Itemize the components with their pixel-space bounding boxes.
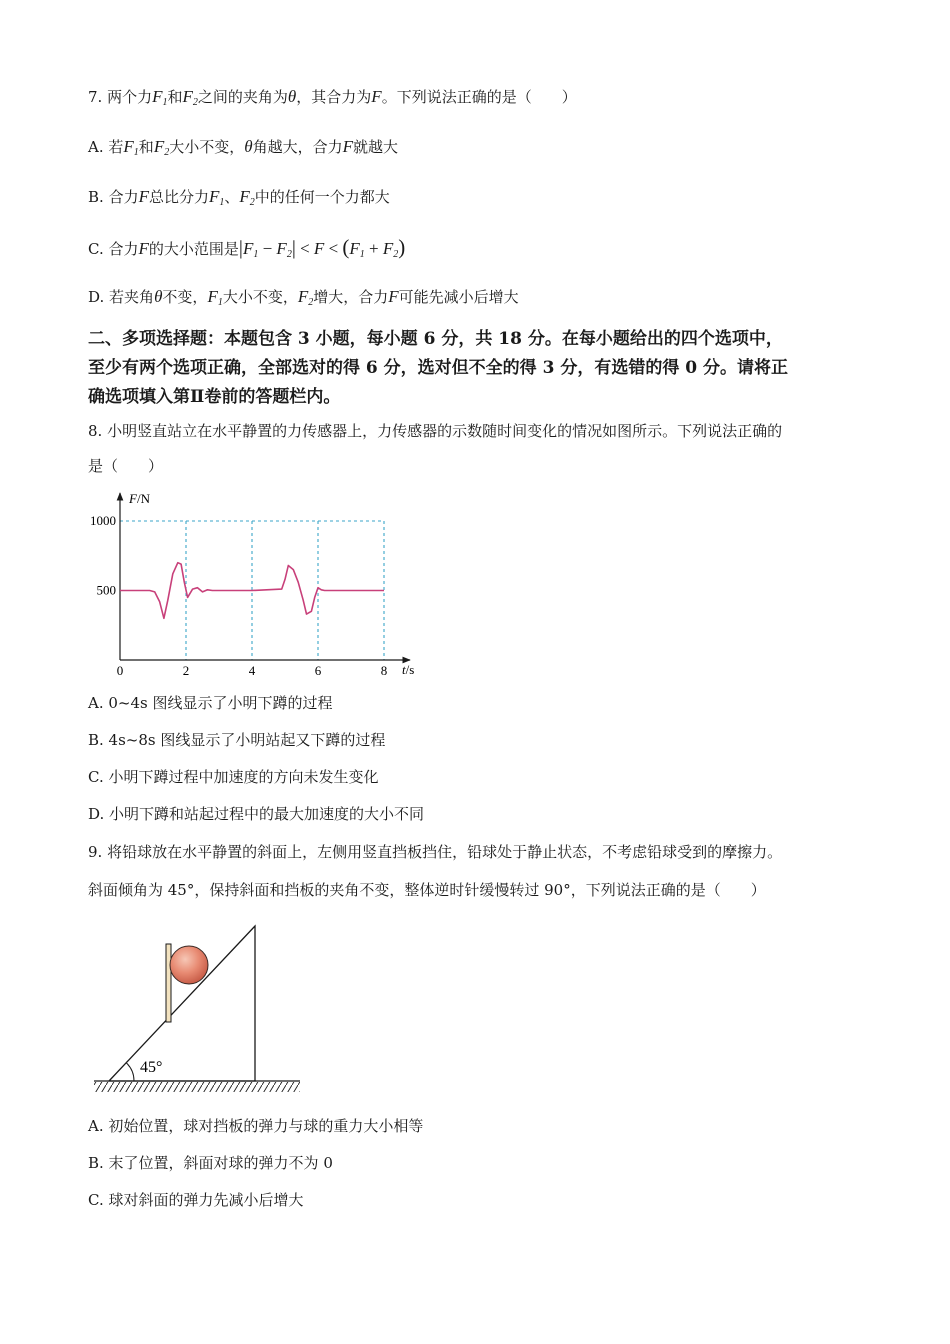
y-tick-label: 1000 (90, 513, 116, 528)
option-text: 不变， (162, 288, 208, 306)
option-text: 就越大 (352, 138, 398, 156)
option-text: 、 (224, 188, 240, 206)
lead-ball (170, 946, 208, 984)
var-F: F (371, 87, 382, 106)
q7-option-a (88, 136, 398, 164)
q8-option-d: D. 小明下蹲和站起过程中的最大加速度的大小不同 (88, 805, 425, 823)
option-text: 中的任何一个力都大 (254, 188, 390, 206)
q8-stem-line-2: 是（ ） (88, 457, 164, 475)
q8-stem-line-1: 8. 小明竖直站立在水平静置的力传感器上，力传感器的示数随时间变化的情况如图所示。下列说法正确的 (88, 422, 783, 440)
option-label: D. (88, 288, 105, 306)
x-tick-label: 0 (116, 663, 124, 678)
x-tick-label: 6 (314, 663, 322, 678)
q8-option-b: B. 4s~8s 图线显示了小明站起又下蹲的过程 (88, 731, 386, 749)
formula: $|F_1 - F_2| < F < (F_1 + F_2)$ (238, 235, 406, 260)
var-F1: $F_1$ (207, 287, 223, 308)
q7-number: 7. (88, 88, 103, 106)
q7-option-d (88, 286, 519, 314)
option-text: 和 (138, 138, 154, 156)
x-tick-label: 2 (182, 663, 190, 678)
q9-stem-line-2: 斜面倾角为 45°，保持斜面和挡板的夹角不变，整体逆时针缓慢转过 90°，下列说法正确的是（ ） (88, 881, 766, 899)
q7-stem-text: ，其合力为 (296, 88, 372, 106)
section-heading-line-1: 二、多项选择题：本题包含 3 小题，每小题 6 分，共 18 分。在每小题给出的四个选项中， (88, 329, 783, 349)
force-time-chart (88, 490, 428, 685)
q7-option-c (88, 236, 405, 266)
option-text: 可能先减小后增大 (398, 288, 519, 306)
q8-option-a: A. 0~4s 图线显示了小明下蹲的过程 (88, 694, 333, 712)
option-text: 若 (108, 138, 124, 156)
option-text: 角越大，合力 (252, 138, 343, 156)
angle-arc (127, 1063, 135, 1081)
var-F: F (138, 239, 149, 258)
y-tick-label: 500 (96, 582, 116, 598)
x-tick-labels (117, 663, 388, 678)
option-label: A. (88, 138, 104, 156)
var-F2: $F_2$ (153, 137, 170, 158)
section-heading-line-2: 至少有两个选项正确，全部选对的得 6 分，选对但不全的得 3 分，有选错的得 0 分。请将正 (88, 358, 788, 378)
x-axis-label: t/s (402, 662, 415, 677)
var-F2: $F_2$ (297, 287, 314, 308)
q9-option-b: B. 末了位置，斜面对球的弹力不为 0 (88, 1154, 333, 1172)
var-theta: θ (244, 137, 253, 156)
var-F: F (388, 287, 399, 306)
q9-option-a: A. 初始位置，球对挡板的弹力与球的重力大小相等 (88, 1117, 424, 1135)
y-axis-label: F/N (129, 491, 150, 506)
option-label: C. (88, 240, 104, 258)
angle-label: 45° (140, 1059, 163, 1076)
var-F1: $F_1$ (209, 187, 225, 208)
var-F: F (138, 187, 149, 206)
var-F2: $F_2$ (239, 187, 255, 208)
q7-stem (88, 86, 577, 114)
var-theta: θ (287, 87, 297, 106)
vertical-board (166, 944, 171, 1022)
var-F1: $F_1$ (152, 87, 168, 108)
q9-stem-line-1: 9. 将铅球放在水平静置的斜面上，左侧用竖直挡板挡住，铅球处于静止状态，不考虑铅球受到的摩擦力。 (88, 843, 783, 861)
q7-stem-text: 之间的夹角为 (197, 88, 288, 106)
option-text: 大小不变， (169, 138, 245, 156)
var-F1: $F_1$ (123, 137, 139, 158)
option-text: 若夹角 (109, 288, 155, 306)
ground-hatching (94, 1082, 300, 1092)
option-label: B. (88, 188, 104, 206)
x-tick-label: 8 (380, 663, 388, 678)
option-text: 大小不变， (222, 288, 298, 306)
q7-stem-text: 和 (167, 88, 183, 106)
var-theta: θ (154, 287, 163, 306)
option-text: 合力 (108, 188, 139, 206)
option-text: 总比分力 (148, 188, 209, 206)
q8-option-c: C. 小明下蹲过程中加速度的方向未发生变化 (88, 768, 379, 786)
q7-stem-text: 。下列说法正确的是（ ） (381, 88, 577, 106)
option-text: 增大，合力 (313, 288, 389, 306)
section-heading-line-3: 确选项填入第Ⅱ卷前的答题栏内。 (88, 387, 341, 407)
var-F: F (342, 137, 353, 156)
q7-stem-text: 两个力 (107, 88, 153, 106)
option-text: 合力 (108, 240, 139, 258)
q9-option-c: C. 球对斜面的弹力先减小后增大 (88, 1191, 304, 1209)
q7-option-b (88, 186, 390, 214)
y-tick-labels (90, 513, 116, 598)
incline-ball-diagram (88, 915, 313, 1095)
var-F2: $F_2$ (182, 87, 198, 108)
option-text: 的大小范围是 (148, 240, 239, 258)
x-tick-label: 4 (248, 663, 256, 678)
